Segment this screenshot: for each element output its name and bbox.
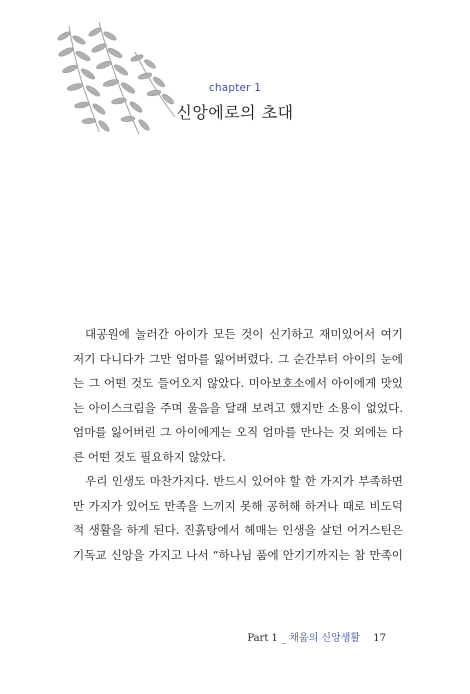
body-text [73,322,403,567]
body-line: 는 그 어떤 것도 들어오지 않았다. 미아보호소에서 아이에게 맛있 [73,376,403,390]
body-line: 저기 다니다가 그만 엄마를 잃어버렸다. 그 순간부터 아이의 눈에 [73,351,403,366]
body-line: 대공원에 놀러간 아이가 모든 것이 신기하고 재미있어서 여기 [85,327,403,341]
body-line: 엄마를 잃어버린 그 아이에게는 오직 엄마를 만나는 것 외에는 다 [73,425,403,439]
body-line: 기독교 신앙을 가지고 나서 “하나님 품에 안기기까지는 참 만족이 [73,547,403,562]
body-line: 적 생활을 하게 된다. 진흙탕에서 헤매는 인생을 살던 어거스틴은 [73,523,403,537]
body-line: 른 어떤 것도 필요하지 않았다. [73,449,226,464]
body-line: 는 아이스크림을 주며 울음을 달래 보려고 했지만 소용이 없었다. [73,400,403,415]
page-number: 17 [373,633,386,644]
body-line: 우리 인생도 마찬가지다. 반드시 있어야 할 한 가지가 부족하면 [85,474,403,488]
body-line: 만 가지가 있어도 만족을 느끼지 못해 공허해 하거나 때로 비도덕 [73,498,403,513]
footer-part-label: Part 1 _ [247,633,287,644]
footer-part-title: 채움의 신앙생활 [289,633,361,644]
chapter-label: chapter 1 [208,82,262,94]
chapter-title: 신앙에로의 초대 [176,103,294,122]
page-footer [247,629,386,644]
